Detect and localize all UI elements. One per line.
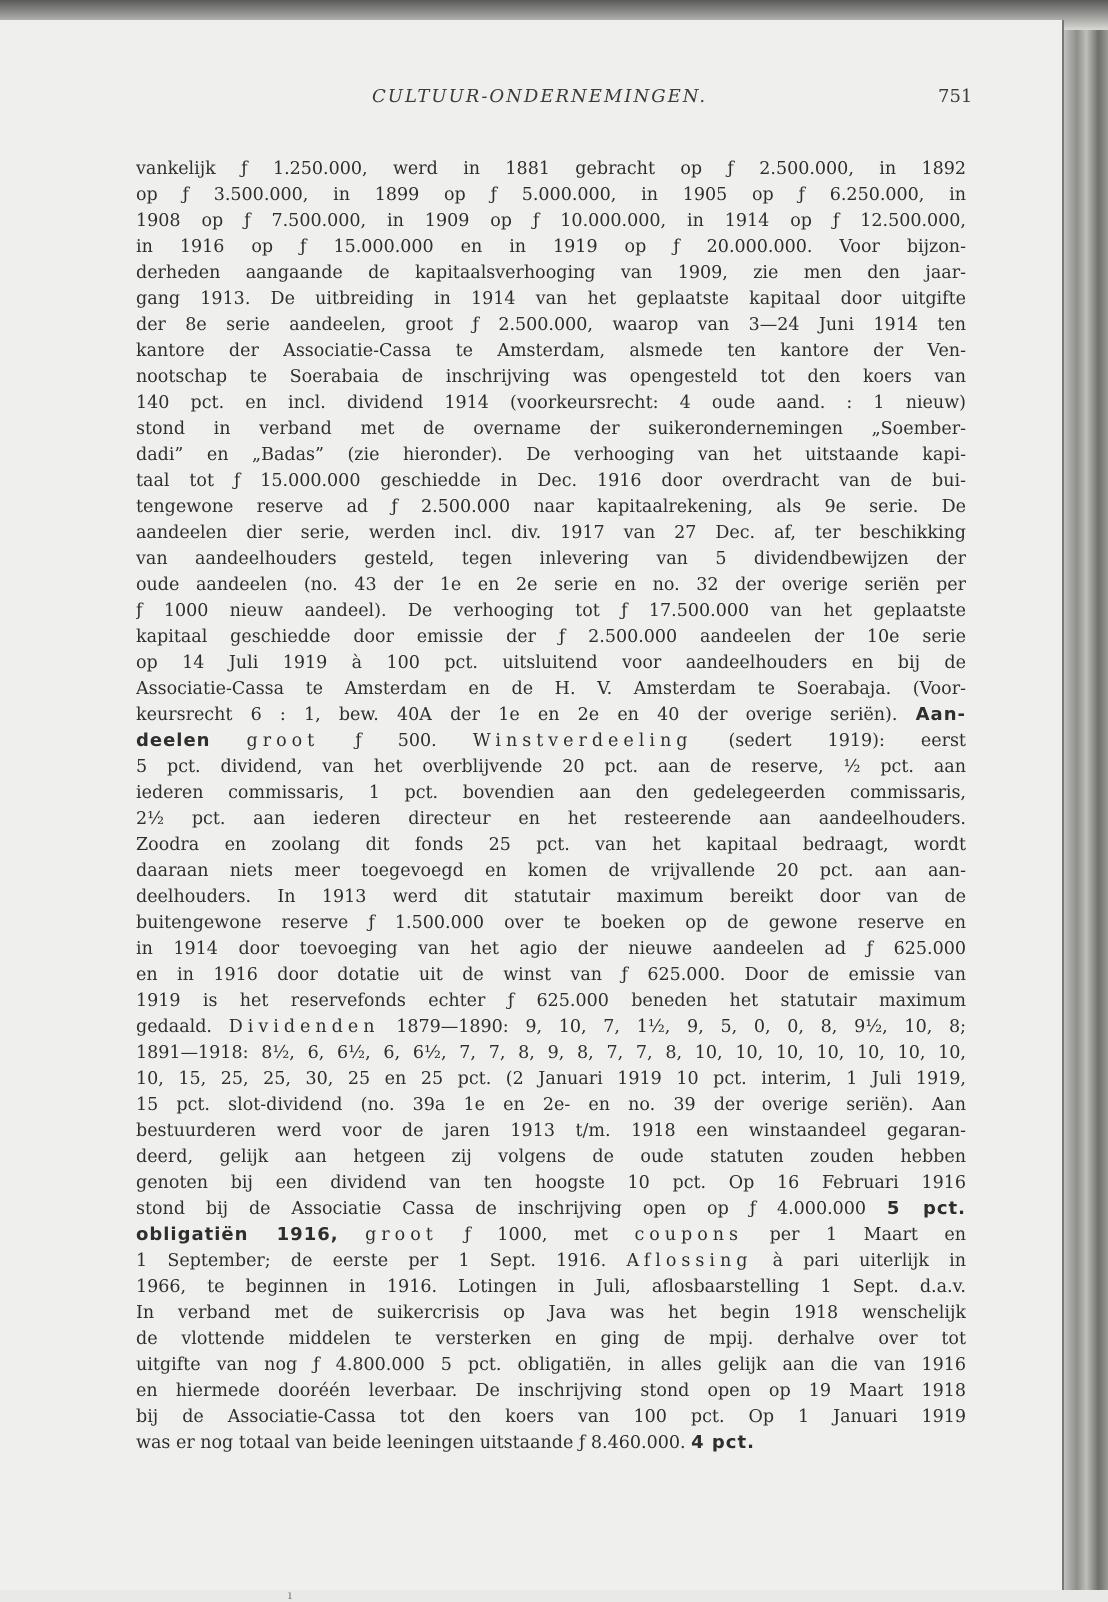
text-segment: op ƒ 3.500.000, in 1899 op ƒ 5.000.000, in 1905 op ƒ 6.250.000, in — [136, 185, 966, 205]
text-line — [136, 1196, 966, 1222]
text-line — [136, 676, 966, 702]
text-segment: aandeelen dier serie, werden incl. div. 1917 van 27 Dec. af, ter beschikking — [136, 523, 966, 543]
text-line — [136, 728, 966, 754]
text-segment: tengewone reserve ad ƒ 2.500.000 naar kapitaalrekening, als 9e serie. De — [136, 497, 966, 517]
text-segment: kapitaal geschiedde door emissie der ƒ 2.500.000 aandeelen der 10e serie — [136, 627, 966, 647]
text-segment: taal tot ƒ 15.000.000 geschiedde in Dec. 1916 door overdracht van de bui- — [136, 471, 966, 491]
text-line — [136, 442, 966, 468]
text-segment: dadi” en „Badas” (zie hieronder). De verhooging van het uitstaande kapi- — [136, 445, 966, 465]
text-segment: 1 September; de eerste per 1 Sept. 1916. — [136, 1251, 627, 1271]
text-segment: uitgifte van nog ƒ 4.800.000 5 pct. obligatiën, in alles gelijk aan die van 1916 — [136, 1355, 966, 1375]
text-segment: 1919 is het reservefonds echter ƒ 625.000 beneden het statutair maximum — [136, 991, 966, 1011]
text-segment: deerd, gelijk aan hetgeen zij volgens de oude statuten zouden hebben — [136, 1147, 966, 1167]
text-line — [136, 546, 966, 572]
spaced-term-segment: groot — [246, 731, 320, 751]
text-line — [136, 598, 966, 624]
text-line — [136, 1300, 966, 1326]
text-segment: deelhouders. In 1913 werd dit statutair maximum bereikt door van de — [136, 887, 966, 907]
bold-heading-segment: 4 pct. — [691, 1432, 755, 1453]
bold-heading-segment: 5 pct. — [886, 1198, 966, 1219]
text-segment: in 1916 op ƒ 15.000.000 en in 1919 op ƒ 20.000.000. Voor bijzon- — [136, 237, 966, 257]
spaced-term-segment: Winstverdeeling — [472, 731, 693, 751]
text-segment: Associatie-Cassa te Amsterdam en de H. V. Amsterdam te Soerabaja. (Voor- — [136, 679, 966, 699]
text-line — [136, 208, 966, 234]
text-line — [136, 1404, 966, 1430]
bold-heading-segment: deelen — [136, 730, 211, 751]
text-segment: 2½ pct. aan iederen directeur en het resteerende aan aandeelhouders. — [136, 809, 966, 829]
text-segment: stond bij de Associatie Cassa de inschrijving open op ƒ 4.000.000 — [136, 1199, 887, 1219]
spaced-term-segment: coupons — [634, 1225, 744, 1245]
text-segment: was er nog totaal van beide leeningen uitstaande ƒ 8.460.000. — [136, 1433, 692, 1453]
text-line — [136, 1352, 966, 1378]
text-line — [136, 1430, 966, 1456]
text-line — [136, 702, 966, 728]
text-line — [136, 806, 966, 832]
text-segment: buitengewone reserve ƒ 1.500.000 over te boeken op de gewone reserve en — [136, 913, 966, 933]
page-header — [0, 86, 1062, 116]
text-segment: in 1914 door toevoeging van het agio der nieuwe aandeelen ad ƒ 625.000 — [136, 939, 966, 959]
text-line — [136, 1170, 966, 1196]
text-segment — [339, 1225, 366, 1245]
text-segment: kantore der Associatie-Cassa te Amsterdam, alsmede ten kantore der Ven- — [136, 341, 966, 361]
text-segment: nootschap te Soerabaia de inschrijving was opengesteld tot den koers van — [136, 367, 966, 387]
text-line — [136, 858, 966, 884]
text-segment: 140 pct. en incl. dividend 1914 (voorkeursrecht: 4 oude aand. : 1 nieuw) — [136, 393, 966, 413]
text-line — [136, 1066, 966, 1092]
book-page — [0, 20, 1064, 1602]
footer-mark: ı — [288, 1588, 292, 1602]
text-segment: vankelijk ƒ 1.250.000, werd in 1881 gebracht op ƒ 2.500.000, in 1892 — [136, 159, 966, 179]
page-number: 751 — [938, 86, 973, 107]
bold-heading-segment: obligatiën 1916, — [136, 1224, 339, 1245]
text-line — [136, 1118, 966, 1144]
text-line — [136, 780, 966, 806]
text-line — [136, 650, 966, 676]
text-line — [136, 494, 966, 520]
text-segment — [211, 731, 247, 751]
text-line — [136, 1326, 966, 1352]
text-segment: Zoodra en zoolang dit fonds 25 pct. van het kapitaal bedraagt, wordt — [136, 835, 966, 855]
text-line — [136, 572, 966, 598]
text-segment: 15 pct. slot-dividend (no. 39a 1e en 2e- en no. 39 der overige seriën). Aan — [136, 1095, 966, 1115]
text-line — [136, 520, 966, 546]
text-segment: van aandeelhouders gesteld, tegen inlevering van 5 dividendbewijzen der — [136, 549, 966, 569]
text-segment: ƒ 1000 nieuw aandeel). De verhooging tot ƒ 17.500.000 van het geplaatste — [136, 601, 966, 621]
text-line — [136, 988, 966, 1014]
text-segment: iederen commissaris, 1 pct. bovendien aan den gedelegeerden commissaris, — [136, 783, 966, 803]
text-line — [136, 286, 966, 312]
text-segment: (sedert 1919): eerst — [692, 731, 966, 751]
text-line — [136, 416, 966, 442]
text-line — [136, 884, 966, 910]
spaced-term-segment: groot — [365, 1225, 438, 1245]
spaced-term-segment: Dividenden — [228, 1017, 380, 1037]
text-segment: 1908 op ƒ 7.500.000, in 1909 op ƒ 10.000.000, in 1914 op ƒ 12.500.000, — [136, 211, 966, 231]
text-segment: per 1 Maart en — [743, 1225, 966, 1245]
text-segment: à pari uiterlijk in — [752, 1251, 966, 1271]
text-line — [136, 234, 966, 260]
text-segment: ƒ 500. — [319, 731, 473, 751]
body-text — [136, 156, 966, 1456]
text-segment: gedaald. — [136, 1017, 229, 1037]
text-line — [136, 1092, 966, 1118]
text-segment: ƒ 1000, met — [437, 1225, 635, 1245]
text-line — [136, 312, 966, 338]
text-segment: op 14 Juli 1919 à 100 pct. uitsluitend voor aandeelhouders en bij de — [136, 653, 966, 673]
text-line — [136, 1014, 966, 1040]
text-segment: 10, 15, 25, 25, 30, 25 en 25 pct. (2 Januari 1919 10 pct. interim, 1 Juli 1919, — [136, 1069, 966, 1089]
text-line — [136, 1222, 966, 1248]
text-segment: stond in verband met de overname der suikerondernemingen „Soember- — [136, 419, 966, 439]
text-segment: der 8e serie aandeelen, groot ƒ 2.500.000, waarop van 3—24 Juni 1914 ten — [136, 315, 966, 335]
running-title: CULTUUR-ONDERNEMINGEN. — [372, 86, 708, 107]
text-line — [136, 936, 966, 962]
text-line — [136, 832, 966, 858]
text-segment: bij de Associatie-Cassa tot den koers van 100 pct. Op 1 Januari 1919 — [136, 1407, 966, 1427]
text-segment: bestuurderen werd voor de jaren 1913 t/m. 1918 een winstaandeel gegaran- — [136, 1121, 966, 1141]
text-line — [136, 624, 966, 650]
text-line — [136, 390, 966, 416]
text-line — [136, 962, 966, 988]
spaced-term-segment: Aflossing — [626, 1251, 753, 1271]
text-segment: genoten bij een dividend van ten hoogste 10 pct. Op 16 Februari 1916 — [136, 1173, 966, 1193]
text-line — [136, 1248, 966, 1274]
text-line — [136, 910, 966, 936]
text-segment: keursrecht 6 : 1, bew. 40A der 1e en 2e en 40 der overige seriën). — [136, 705, 916, 725]
text-segment: derheden aangaande de kapitaalsverhooging van 1909, zie men den jaar- — [136, 263, 966, 283]
text-line — [136, 182, 966, 208]
text-segment: de vlottende middelen te versterken en ging de mpij. derhalve over tot — [136, 1329, 966, 1349]
text-line — [136, 468, 966, 494]
text-line — [136, 338, 966, 364]
text-segment: daaraan niets meer toegevoegd en komen de vrijvallende 20 pct. aan aan- — [136, 861, 966, 881]
text-line — [136, 1144, 966, 1170]
book-spine — [1060, 30, 1108, 1590]
text-segment: 1966, te beginnen in 1916. Lotingen in Juli, aflosbaarstelling 1 Sept. d.a.v. — [136, 1277, 966, 1297]
text-segment: oude aandeelen (no. 43 der 1e en 2e serie en no. 32 der overige seriën per — [136, 575, 966, 595]
text-segment: gang 1913. De uitbreiding in 1914 van het geplaatste kapitaal door uitgifte — [136, 289, 966, 309]
text-line — [136, 260, 966, 286]
text-segment: 1879—1890: 9, 10, 7, 1½, 9, 5, 0, 0, 8, 9½, 10, 8; — [379, 1017, 966, 1037]
text-line — [136, 1274, 966, 1300]
text-segment: en in 1916 door dotatie uit de winst van ƒ 625.000. Door de emissie van — [136, 965, 966, 985]
text-line — [136, 156, 966, 182]
text-segment: en hiermede dooréén leverbaar. De inschrijving stond open op 19 Maart 1918 — [136, 1381, 966, 1401]
text-segment: In verband met de suikercrisis op Java was het begin 1918 wenschelijk — [136, 1303, 966, 1323]
text-line — [136, 364, 966, 390]
bold-heading-segment: Aan- — [915, 704, 966, 725]
text-segment: 5 pct. dividend, van het overblijvende 20 pct. aan de reserve, ½ pct. aan — [136, 757, 966, 777]
text-segment: 1891—1918: 8½, 6, 6½, 6, 6½, 7, 7, 8, 9, 8, 7, 7, 8, 10, 10, 10, 10, 10, 10, 10, — [136, 1043, 966, 1063]
text-line — [136, 754, 966, 780]
text-line — [136, 1040, 966, 1066]
text-line — [136, 1378, 966, 1404]
